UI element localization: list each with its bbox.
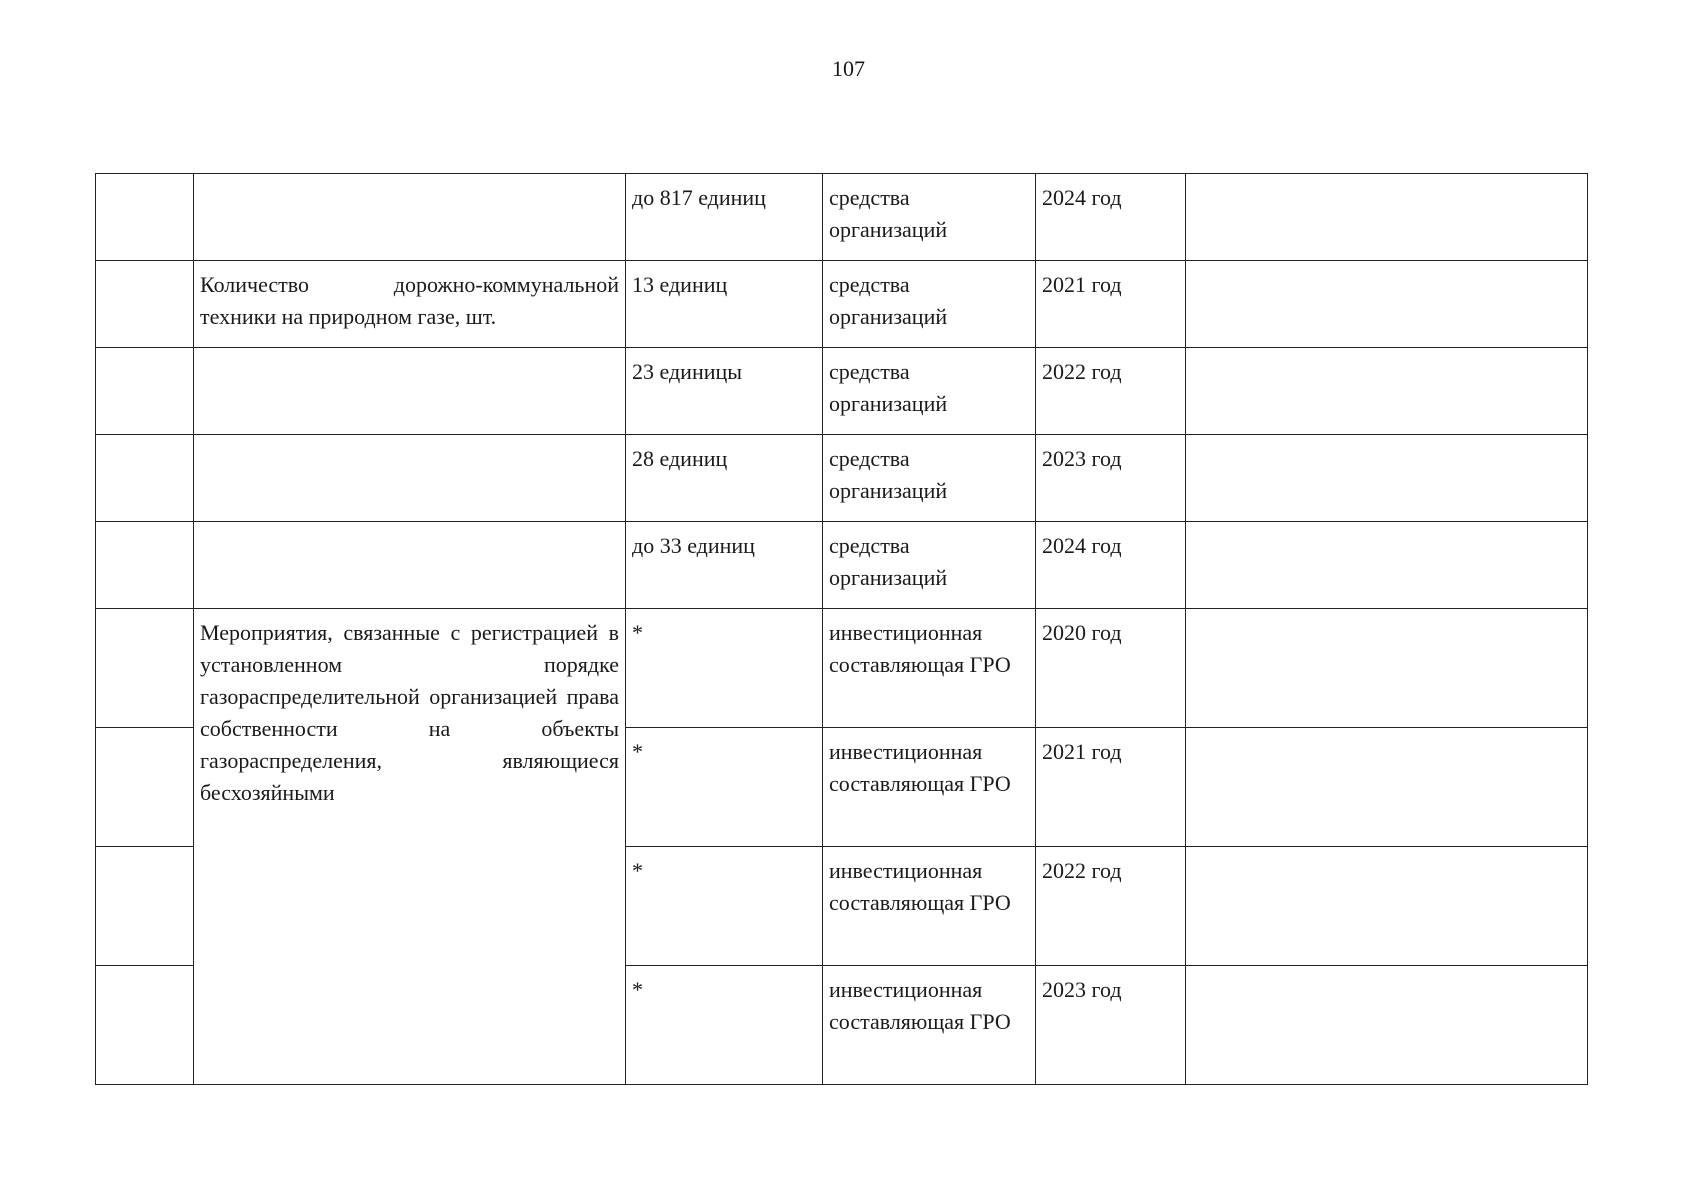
source-cell: средства организаций <box>823 174 1036 261</box>
note-cell <box>1186 609 1588 728</box>
measures-table <box>95 173 1588 1085</box>
note-cell <box>1186 435 1588 522</box>
table-row <box>96 348 1588 435</box>
note-cell <box>1186 348 1588 435</box>
table-row <box>96 261 1588 348</box>
number-cell <box>96 609 194 728</box>
source-cell: инвестиционная составляющая ГРО <box>823 847 1036 966</box>
table-row <box>96 174 1588 261</box>
year-cell: 2023 год <box>1036 435 1186 522</box>
number-cell <box>96 966 194 1085</box>
source-cell: средства организаций <box>823 435 1036 522</box>
page-number: 107 <box>832 56 865 81</box>
year-cell: 2022 год <box>1036 847 1186 966</box>
number-cell <box>96 847 194 966</box>
source-cell: средства организаций <box>823 261 1036 348</box>
event-indicator-cell: Мероприятия, связанные с регистрацией в установленном порядке газораспределительной организацией права собственности на объекты газораспределения, являющиеся бесхозяйными <box>194 609 626 1085</box>
year-cell: 2024 год <box>1036 522 1186 609</box>
year-cell: 2022 год <box>1036 348 1186 435</box>
indicator-cell <box>194 348 626 435</box>
source-cell: средства организаций <box>823 348 1036 435</box>
indicator-cell <box>194 435 626 522</box>
value-cell: * <box>626 728 823 847</box>
number-cell <box>96 348 194 435</box>
value-cell: * <box>626 966 823 1085</box>
source-cell: средства организаций <box>823 522 1036 609</box>
year-cell: 2021 год <box>1036 261 1186 348</box>
table-row <box>96 609 1588 728</box>
number-cell <box>96 435 194 522</box>
year-cell: 2024 год <box>1036 174 1186 261</box>
value-cell: до 33 единиц <box>626 522 823 609</box>
value-cell: 23 единицы <box>626 348 823 435</box>
number-cell <box>96 174 194 261</box>
year-cell: 2020 год <box>1036 609 1186 728</box>
table-row <box>96 522 1588 609</box>
year-cell: 2023 год <box>1036 966 1186 1085</box>
year-cell: 2021 год <box>1036 728 1186 847</box>
indicator-cell: Количество дорожно-коммунальной техники на природном газе, шт. <box>194 261 626 348</box>
value-cell: * <box>626 609 823 728</box>
note-cell <box>1186 522 1588 609</box>
value-cell: 13 единиц <box>626 261 823 348</box>
note-cell <box>1186 966 1588 1085</box>
number-cell <box>96 261 194 348</box>
value-cell: 28 единиц <box>626 435 823 522</box>
source-cell: инвестиционная составляющая ГРО <box>823 728 1036 847</box>
note-cell <box>1186 847 1588 966</box>
number-cell <box>96 728 194 847</box>
source-cell: инвестиционная составляющая ГРО <box>823 609 1036 728</box>
number-cell <box>96 522 194 609</box>
indicator-cell <box>194 522 626 609</box>
note-cell <box>1186 261 1588 348</box>
table-row <box>96 435 1588 522</box>
note-cell <box>1186 728 1588 847</box>
value-cell: * <box>626 847 823 966</box>
note-cell <box>1186 174 1588 261</box>
source-cell: инвестиционная составляющая ГРО <box>823 966 1036 1085</box>
value-cell: до 817 единиц <box>626 174 823 261</box>
indicator-cell <box>194 174 626 261</box>
